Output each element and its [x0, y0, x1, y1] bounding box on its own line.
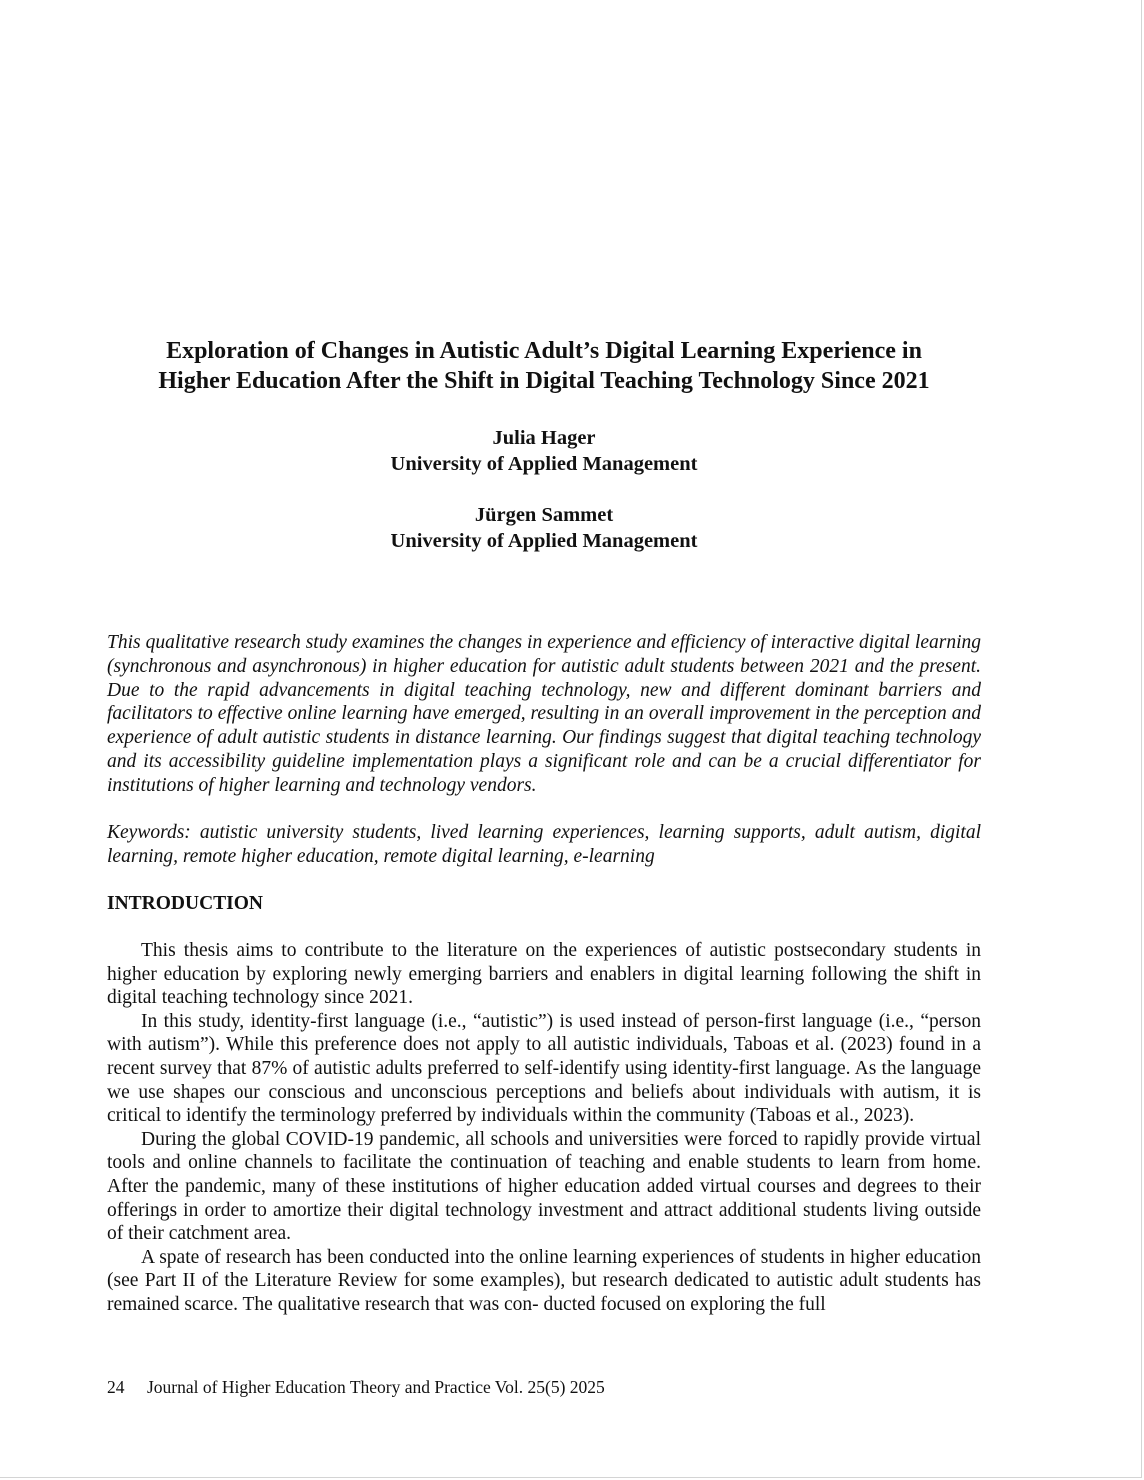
introduction-body [107, 939, 981, 1317]
author-name: Julia Hager [492, 427, 596, 449]
journal-citation: Journal of Higher Education Theory and Practice Vol. 25(5) 2025 [147, 1377, 605, 1397]
paper-title [100, 336, 988, 396]
keywords: Keywords: autistic university students, lived learning experiences, learning supports, adult autism, digital learning, remote higher education, remote digital learning, e-learning [107, 822, 981, 867]
author-affiliation: University of Applied Management [390, 453, 698, 475]
page-footer [107, 1376, 605, 1398]
author-affiliation: University of Applied Management [390, 530, 698, 552]
body-paragraph: During the global COVID-19 pandemic, all schools and universities were forced to rapidly provide virtual tools and online channels to facilitate the continuation of teaching and enable students to learn from home. After the pandemic, many of these institutions of higher education added virtual courses and degrees to their offerings in order to amortize their digital technology investment and attract additional students living outside of their catchment area. [107, 1128, 981, 1245]
author-name: Jürgen Sammet [474, 504, 614, 526]
section-heading-introduction: INTRODUCTION [107, 893, 264, 914]
author-block-1 [100, 425, 988, 477]
body-paragraph: A spate of research has been conducted into the online learning experiences of students in higher education (see Part II of the Literature Review for some examples), but research dedicated to autistic adult students has remained scarce. The qualitative research that was con- ducted focused on exploring the full [107, 1246, 981, 1315]
author-block-2 [100, 502, 988, 554]
abstract: This qualitative research study examines the changes in experience and efficiency of interactive digital learning (synchronous and asynchronous) in higher education for autistic adult students between 2021 and the present. Due to the rapid advancements in digital teaching technology, new and different dominant barriers and facilitators to effective online learning have emerged, resulting in an overall improvement in the perception and experience of adult autistic students in distance learning. Our findings suggest that digital teaching technology and its accessibility guideline implementation plays a significant role and can be a crucial differentiator for institutions of higher learning and technology vendors. [107, 632, 981, 796]
body-paragraph: This thesis aims to contribute to the literature on the experiences of autistic postsecondary students in higher education by exploring newly emerging barriers and enablers in digital learning following the shift in digital teaching technology since 2021. [107, 940, 981, 1009]
body-paragraph: In this study, identity-first language (i.e., “autistic”) is used instead of person-first language (i.e., “person with autism”). While this preference does not apply to all autistic individuals, Taboas et al. (2023) found in a recent survey that 87% of autistic adults preferred to self-identify using identity-first language. As the language we use shapes our conscious and unconscious perceptions and beliefs about individuals with autism, it is critical to identify the terminology preferred by individuals within the community (Taboas et al., 2023). [107, 1010, 981, 1127]
title-line-2: Higher Education After the Shift in Digital Teaching Technology Since 2021 [158, 368, 930, 394]
page-number: 24 [107, 1377, 125, 1397]
title-line-1: Exploration of Changes in Autistic Adult’s Digital Learning Experience in [166, 338, 922, 364]
